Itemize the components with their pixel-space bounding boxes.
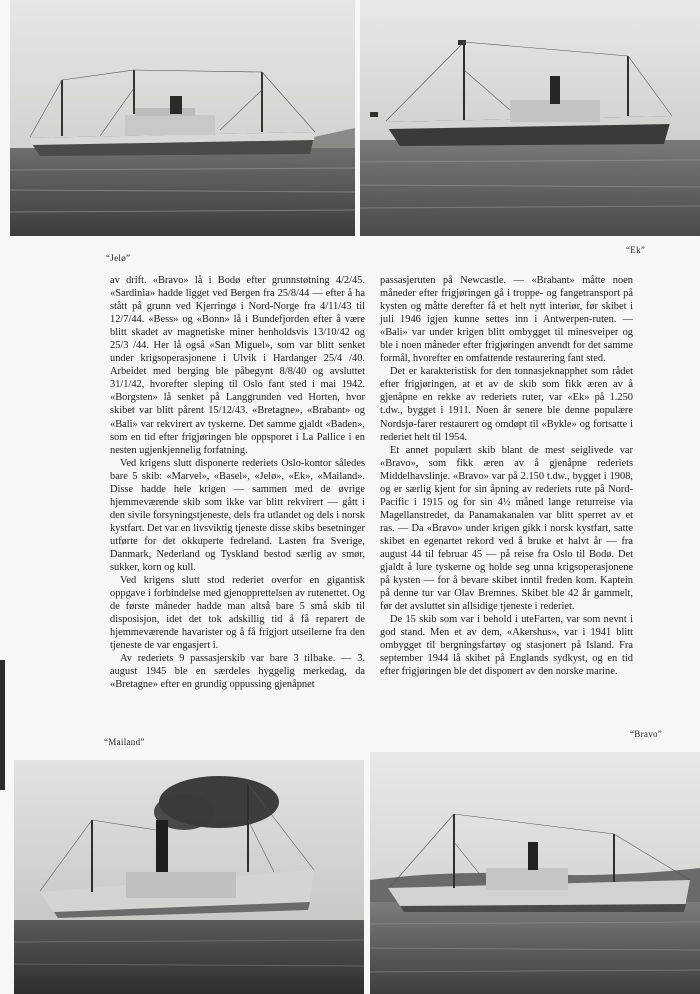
ship-photo-ek [360, 0, 700, 236]
ship-photo-jelo [10, 0, 355, 236]
article-left-column [110, 274, 365, 692]
left-paragraph-1: av drift. «Bravo» lå i Bodø efter grunnstøtning 4/2/45. «Sardinia» hadde ligget ved Bergen fra 25/8/44 — efter å ha stått på grunn ved Kjerringø i Nord-Norge fra 4/11/43 til 12/7/44. «Bess» og «Bonn» lå i Bundefjorden efter å være blitt skadet av magnetiske miner henholdsvis 13/10/42 og 25/3 /44. Her lå også «San Miguel», som var blitt senket under krigsoperasjonene i Ulvik i Hardanger 25/4 /40. Arbeidet med berging ble påbegynt 8/8/40 og avsluttet 31/1/42, hvorefter sleping til Oslo fant sted i mai 1942. «Borgsten» lå senket på Langgrunden ved Horten, hvor skibet var blitt pårent 15/12/43. «Bretagne», «Brabant» og «Bali» var rekvirert av tyskerne. Det samme gjaldt «Baden», som en tid efter frigjøringen ble oppsporet i La Pallice i en nesten ugjenkjennelig forfatning. [110, 275, 365, 456]
left-paragraph-2: Ved krigens slutt disponerte rederiets Oslo-kontor således bare 5 skib: «Marvel», «Basel», «Jelø», «Ek», «Mailand». Disse hadde hele krigen — sammen med de øvrige hjemmeværende skib som ikke var blitt rekvirert — gått i den sivile forsyningstjeneste, dels fra utlandet og dels i norsk kystfart. Det var en livsviktig tjeneste disse skibs besetninger utførte for det okkuperte fedreland. Lasten fra Sverige, Danmark, Nederland og Tyskland bestod særlig av smør, sukker, korn og kull. [110, 457, 365, 574]
caption-jelo: “Jelø” [106, 253, 131, 263]
caption-ek: “Ek” [626, 245, 646, 255]
right-paragraph-2: Det er karakteristisk for den tonnasjeknapphet som rådet efter frigjøringen, at et av de skib som fikk æren av å gjenåpne en rekke av rederiets ruter, var «Ek» på 1.250 t.dw., bygget i 1911. Noen år senere ble denne populære Nordsjø-farer restaurert og omdøpt til «Bykle» og fortsatte i rederiet helt til 1954. [380, 366, 633, 443]
photo-bravo [370, 752, 700, 994]
left-paragraph-3: Ved krigens slutt stod rederiet overfor en gigantisk oppgave i forbindelse med gjenopprettelsen av rutenettet. Og de første måneder hadde man altså bare 5 små skib til disposisjon, idet det tok adskillig tid å få reparert de hjemmeværende havarister og å få frigjort utseilerne fra den tjeneste de var engasjert i. [110, 575, 365, 652]
page-edge-mark [0, 660, 5, 790]
caption-mailand: “Mailand” [104, 737, 145, 747]
photo-ek [360, 0, 700, 236]
ship-photo-mailand [14, 760, 364, 994]
right-paragraph-4: De 15 skib som var i behold i uteFarten, var som nevnt i god stand. Men et av dem, «Akershus», var i 1941 blitt ombygget til bergningsfartøy og stasjonert på Island. Fra september 1944 lå skibet på Englands sydkyst, og en tid efter frigjøringen ble det disponert av den norske marine. [380, 614, 633, 678]
right-paragraph-3: Et annet populært skib blant de mest seiglivede var «Bravo», som fikk æren av å gjenåpne rederiets Middelhavslinje. «Bravo» var på 2.150 t.dw., bygget i 1908, og er særlig kjent for sin åpning av rederiets rute på Nord-Pacific i 1915 og for sin 4½ måned lange returreise via Magellanstredet, da Panamakanalen var blitt sperret av et ras. — Da «Bravo» under krigen gikk i norsk kystfart, satte skibet en egenartet rekord ved å bruke et halvt år — fra august 44 til februar 45 — på reise fra Oslo til Bodø. Det gjaldt å lure tyskerne og holde seg unna krigsoperasjonene på kysten — for å bevare skibet inntil freden kom. Kaptein på denne tur var Olav Bremnes. Skibet ble 42 år gammelt, før det avsluttet sin allsidige tjeneste i rederiet. [380, 444, 633, 613]
ship-photo-bravo [370, 752, 700, 994]
right-paragraph-1: passasjeruten på Newcastle. — «Brabant» måtte noen måneder efter frigjøringen gå i troppe- og fangetransport på kysten og måtte derefter få et helt nytt interiør, før skibet i juli 1946 igjen kunne settes inn i Antwerpen-ruten. — «Bali» var under krigen blitt ombygget til minesveiper og ble i noen måneder efter frigjøringen anvendt for det samme formål, hvorefter en omfattende restaurering fant sted. [380, 275, 633, 365]
caption-bravo: “Bravo” [630, 729, 663, 739]
photo-mailand [14, 760, 364, 994]
photo-jelo [10, 0, 355, 236]
article-right-column [380, 274, 633, 678]
left-paragraph-4: Av rederiets 9 passasjerskib var bare 3 tilbake. — 3. august 1945 ble en særdeles hyggelig merkedag, da «Bretagne» efter en grundig oppussing gjenåpnet [110, 653, 365, 691]
